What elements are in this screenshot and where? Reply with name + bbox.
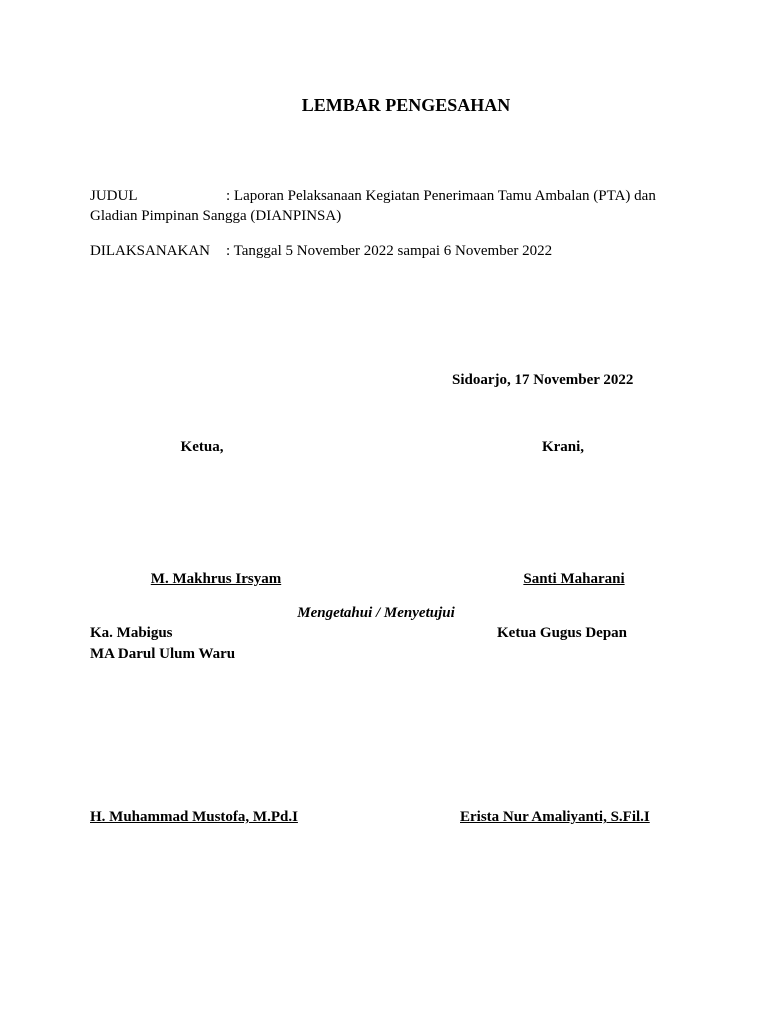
mabigus-name: H. Muhammad Mustofa, M.Pd.I — [90, 809, 298, 825]
krani-role: Krani, — [541, 439, 585, 455]
place-date: Sidoarjo, 17 November 2022 — [452, 372, 634, 388]
dilaksanakan-value: : Tanggal 5 November 2022 sampai 6 November 2022 — [226, 243, 553, 259]
ketua-name: M. Makhrus Irsyam — [150, 571, 282, 587]
judul-value-line1: : Laporan Pelaksanaan Kegiatan Penerimaan Tamu Ambalan (PTA) dan — [226, 188, 656, 204]
ketua-role: Ketua, — [180, 439, 224, 455]
krani-name: Santi Maharani — [523, 571, 625, 587]
page-title: LEMBAR PENGESAHAN — [301, 95, 511, 115]
mabigus-role-line2: MA Darul Ulum Waru — [90, 646, 236, 662]
judul-value-line2: Gladian Pimpinan Sangga (DIANPINSA) — [90, 208, 342, 224]
dilaksanakan-label: DILAKSANAKAN — [90, 243, 210, 259]
gudep-name: Erista Nur Amaliyanti, S.Fil.I — [460, 809, 650, 825]
approval-heading: Mengetahui / Menyetujui — [297, 605, 455, 621]
gudep-role: Ketua Gugus Depan — [497, 625, 628, 641]
judul-label: JUDUL — [90, 188, 138, 204]
mabigus-role-line1: Ka. Mabigus — [90, 625, 173, 641]
